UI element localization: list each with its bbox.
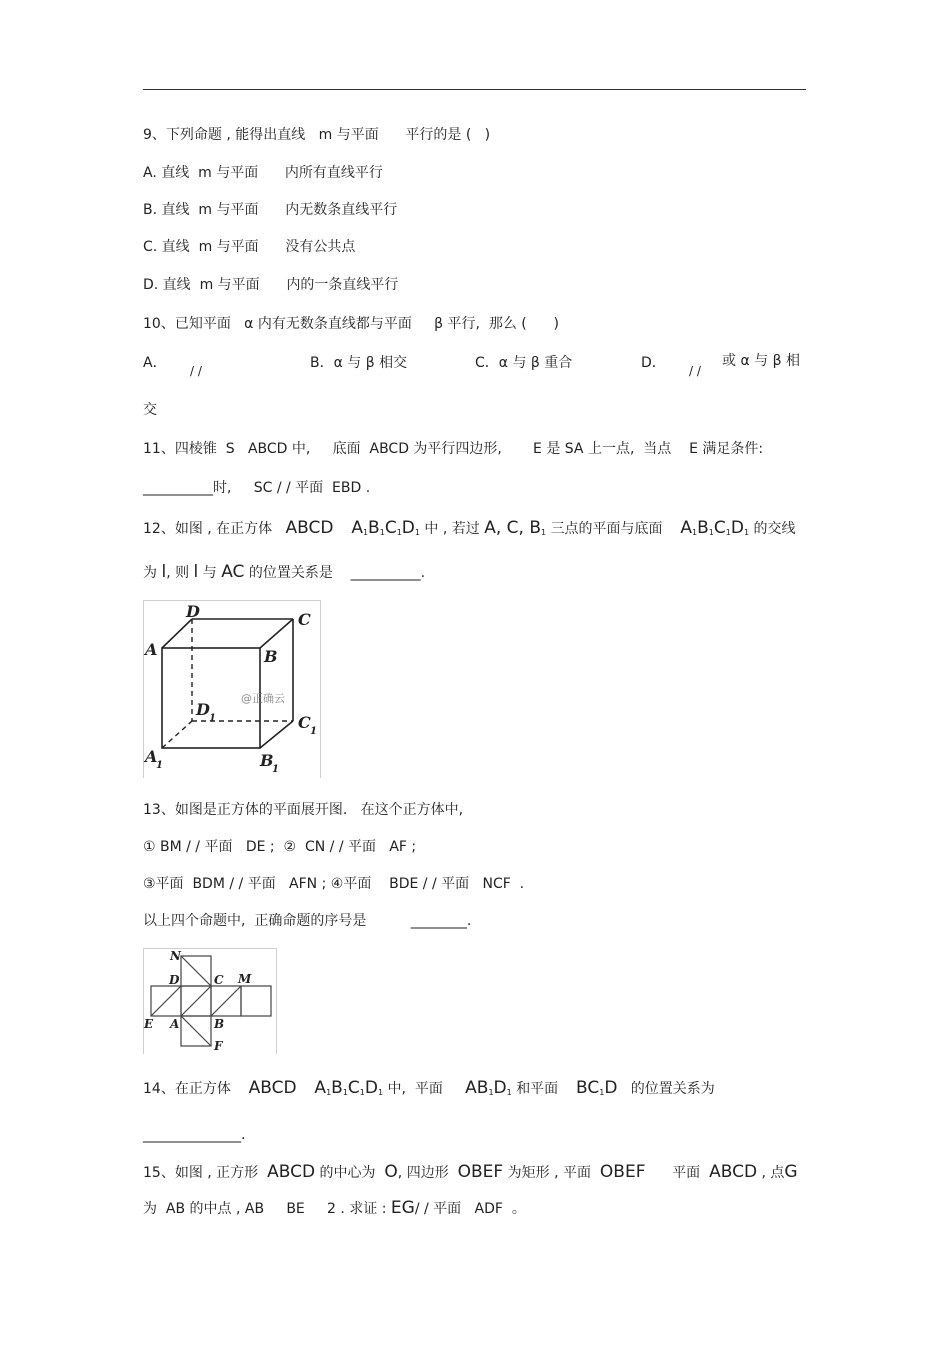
net-label-A: A — [170, 1017, 180, 1031]
label-B1-sub: 1 — [272, 764, 279, 775]
label-D1-sub: 1 — [209, 713, 216, 724]
q10-option-d-symbol: / / — [689, 364, 701, 378]
label-D: D — [186, 602, 200, 621]
label-D1: D — [196, 700, 210, 719]
q11-stem: 11、四棱锥 S ABCD 中, 底面 ABCD 为平行四边形, E 是 SA 上一点, 当点 E 满足条件: — [143, 441, 764, 457]
q11-condition: __________时, SC / / 平面 EBD . — [143, 480, 371, 496]
q12-line1: 12、如图 , 在正方体 ABCD $A_1B_1C_1D_1$ 中 , 若过 A, C, $B_1$ 三点的平面与底面 $A_1B_1C_1D_1$ 的交线 — [143, 518, 796, 538]
net-label-M: M — [238, 972, 252, 986]
q15-line1: 15、如图 , 正方形 ABCD 的中心为 O, 四边形 OBEF 为矩形 , 平面 OBEF 平面 ABCD , 点G — [143, 1162, 798, 1182]
cube-svg — [143, 600, 321, 778]
q13-stem: 13、如图是正方体的平面展开图. 在这个正方体中, — [143, 802, 464, 818]
net-label-E: E — [144, 1017, 154, 1031]
net-label-B: B — [214, 1017, 225, 1031]
q10-option-a: A． — [143, 355, 167, 371]
label-A: A — [145, 640, 158, 659]
q10-option-d: D． — [641, 355, 666, 371]
label-C: C — [298, 610, 311, 629]
q9-option-c: C. 直线 m 与平面 没有公共点 — [143, 239, 356, 255]
q9-option-a: A. 直线 m 与平面 内所有直线平行 — [143, 165, 383, 181]
q10-option-a-symbol: / / — [190, 364, 202, 378]
q10-option-c: C．α 与 β 重合 — [475, 355, 573, 371]
net-label-C: C — [214, 973, 224, 987]
label-A1-sub: 1 — [156, 760, 163, 771]
q10-option-d-wrap: 交 — [143, 402, 157, 418]
q9-option-b: B. 直线 m 与平面 内无数条直线平行 — [143, 202, 398, 218]
label-C1-sub: 1 — [310, 726, 317, 737]
net-label-D: D — [169, 973, 180, 987]
q9-option-d: D. 直线 m 与平面 内的一条直线平行 — [143, 277, 399, 293]
q13-statements-1-2: ① BM / / 平面 DE ; ② CN / / 平面 AF ; — [143, 839, 417, 855]
net-label-N: N — [170, 949, 181, 963]
label-B: B — [264, 647, 278, 666]
cube-figure — [143, 600, 321, 778]
q13-statements-3-4: ③平面 BDM / / 平面 AFN ; ④平面 BDE / / 平面 NCF . — [143, 876, 525, 892]
q10-option-b: B．α 与 β 相交 — [310, 355, 408, 371]
net-label-F: F — [214, 1039, 223, 1053]
cube-net-figure — [143, 948, 277, 1054]
q13-question: 以上四个命题中, 正确命题的序号是 ________. — [143, 913, 472, 929]
q10-option-d-tail: 或 α 与 β 相 — [722, 353, 800, 369]
label-C1: C — [298, 713, 311, 732]
q14-line1: 14、在正方体 ABCD $A_1B_1C_1D_1$ 中, 平面 $AB_1D_1$ 和平面 $BC_1D$ 的位置关系为 — [143, 1078, 715, 1098]
q9-stem: 9、下列命题 , 能得出直线 m 与平面 平行的是 ( ) — [143, 127, 491, 143]
cube-net-svg — [143, 948, 277, 1054]
header-rule — [143, 89, 806, 90]
q10-stem: 10、已知平面 α 内有无数条直线都与平面 β 平行, 那么 ( ) — [143, 316, 559, 332]
label-B1: B — [260, 751, 274, 770]
q12-line2: 为 l, 则 l 与 AC 的位置关系是 __________. — [143, 562, 426, 582]
q15-line2: 为 AB 的中点 , AB BE 2 . 求证 : EG/ / 平面 ADF 。 — [143, 1198, 526, 1218]
watermark: @正确云 — [241, 692, 285, 705]
q14-blank: ______________. — [143, 1127, 246, 1143]
label-A1: A — [145, 747, 158, 766]
